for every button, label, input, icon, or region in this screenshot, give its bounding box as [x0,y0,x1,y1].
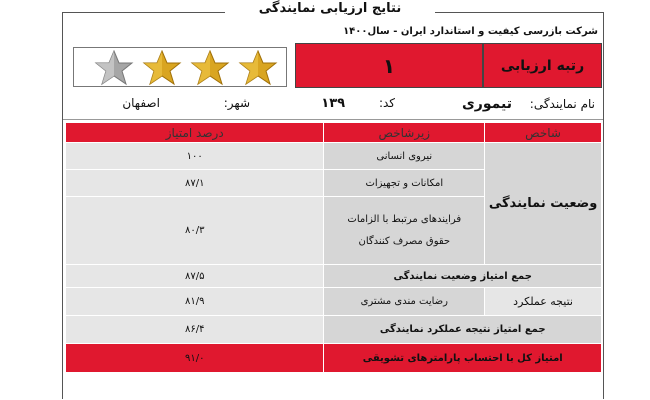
city-label: شهر: [223,96,250,110]
sum-label: جمع امتیاز وضعیت نمایندگی [324,265,602,288]
sum-row [66,316,602,344]
agent-name-row [462,96,595,112]
sub-index-cell: رضایت مندی مشتری [324,288,485,316]
code-row [321,96,395,111]
final-label: امتیاز کل با احتساب پارامترهای تشویقی [324,344,602,373]
header-percent: درصد امتیاز [66,123,324,143]
table-header-row [66,123,602,143]
sub-index-cell: نیروی انسانی [324,143,485,170]
sum-label: جمع امتیاز نتیجه عملکرد نمایندگی [324,316,602,344]
star-filled-icon [140,50,184,86]
percent-cell: ۱۰۰ [66,143,324,170]
agent-name-label: نام نمایندگی: [529,97,595,111]
sub-index-cell: امکانات و تجهیزات [324,170,485,197]
sum-value: ۸۷/۵ [66,265,324,288]
star-filled-icon [188,50,232,86]
rank-label: رتبه ارزیابی [483,43,602,88]
header-index: شاخص [485,123,602,143]
agent-name: تیموری [461,96,512,112]
group-name: وضعیت نمایندگی [485,143,602,265]
percent-cell: ۸۰/۳ [66,197,324,265]
header-sub-index: زیرشاخص [324,123,485,143]
sub-index-line: فرایندهای مرتبط با الزامات [347,213,462,225]
sum-row [66,265,602,288]
sum-value: ۸۶/۴ [66,316,324,344]
table-row [66,288,602,316]
table-row [66,143,602,170]
star-empty-icon [92,50,136,86]
divider [63,119,603,120]
group-name: نتیجه عملکرد [485,288,602,316]
code-label: کد: [378,96,395,110]
sub-index-cell [324,197,485,265]
city-name: اصفهان [122,96,160,110]
city-row [122,96,250,110]
star-filled-icon [236,50,280,86]
final-value: ۹۱/۰ [66,344,324,373]
scores-table [65,122,602,373]
rank-value: ۱ [295,43,483,88]
sub-index-line: حقوق مصرف کنندگان [358,235,451,247]
rating-stars [73,47,287,87]
percent-cell: ۸۷/۱ [66,170,324,197]
percent-cell: ۸۱/۹ [66,288,324,316]
agent-code: ۱۳۹ [321,96,346,111]
report-subtitle: شرکت بازرسی کیفیت و استاندارد ایران - سال۱۴۰۰ [343,26,598,37]
report-title: نتایج ارزیابی نمایندگی [225,0,435,20]
final-score-row [66,344,602,373]
